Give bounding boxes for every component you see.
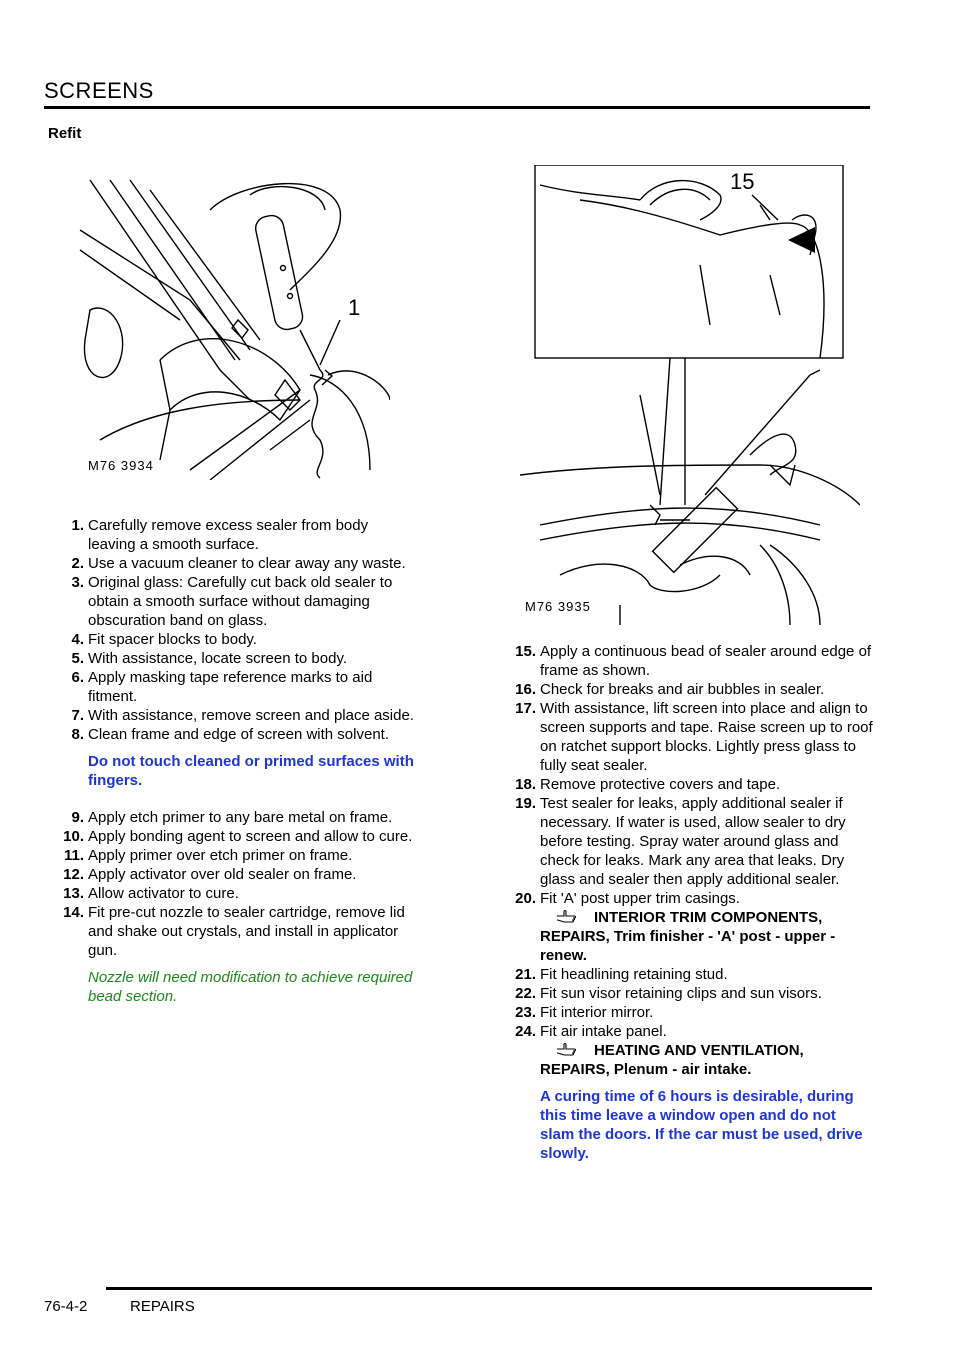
cross-reference-heating-ventilation[interactable]: HEATING AND VENTILATION, REPAIRS, Plenum - air intake.: [540, 1042, 804, 1078]
figure-sealer-bead-application: [520, 165, 860, 625]
step-3: 3. Original glass: Carefully cut back old sealer to obtain a smooth surface without damaging obscuration band on glass.: [71, 574, 393, 629]
step-7: 7. With assistance, remove screen and place aside.: [71, 707, 414, 724]
step-24: 24. Fit air intake panel.: [515, 1023, 667, 1040]
figure-label-right: M76 3935: [525, 599, 591, 614]
step-9: 9. Apply etch primer to any bare metal on frame.: [71, 809, 393, 826]
step-1: 1. Carefully remove excess sealer from body leaving a smooth surface.: [71, 517, 369, 553]
figure-windscreen-sealer-removal: [70, 160, 390, 480]
curing-caution-note: A curing time of 6 hours is desirable, during this time leave a window open and do not slam the doors. If the car must be used, drive slowly.: [540, 1088, 863, 1162]
page-title: SCREENS: [44, 78, 154, 103]
step-2: 2. Use a vacuum cleaner to clear away any waste.: [71, 555, 406, 572]
step-11: 11. Apply primer over etch primer on frame.: [63, 847, 353, 864]
cross-reference-interior-trim[interactable]: INTERIOR TRIM COMPONENTS, REPAIRS, Trim finisher - 'A' post - upper - renew.: [540, 909, 836, 964]
step-19: 19. Test sealer for leaks, apply additional sealer if necessary. If water is used, allow sealer to dry before testing. Spray water around glass and check for leaks. Mark any area that leaks. Dry glass and sealer then apply additional sealer.: [515, 795, 846, 888]
step-20: 20. Fit 'A' post upper trim casings.: [515, 890, 740, 907]
step-22: 22. Fit sun visor retaining clips and sun visors.: [515, 985, 822, 1002]
header-rule: [44, 106, 870, 109]
step-18: 18. Remove protective covers and tape.: [515, 776, 781, 793]
step-17: 17. With assistance, lift screen into place and align to screen supports and tape. Raise screen up to roof on ratchet support blocks. Lightly press glass to fully seat sealer.: [515, 700, 873, 774]
note: Nozzle will need modification to achieve required bead section.: [88, 969, 413, 1005]
footer-section: REPAIRS: [130, 1298, 195, 1315]
step-21: 21. Fit headlining retaining stud.: [515, 966, 728, 983]
step-5: 5. With assistance, locate screen to body.: [71, 650, 348, 667]
figure-label-left: M76 3934: [88, 458, 154, 473]
step-10: 10. Apply bonding agent to screen and allow to cure.: [63, 828, 413, 845]
footer-rule: [106, 1287, 872, 1290]
hand-pointer-icon: [556, 908, 578, 924]
step-12: 12. Apply activator over old sealer on frame.: [63, 866, 357, 883]
step-14: 14. Fit pre-cut nozzle to sealer cartridge, remove lid and shake out crystals, and install in applicator gun.: [63, 904, 405, 959]
figure-callout-15: 15: [730, 169, 755, 194]
section-heading: Refit: [48, 125, 82, 142]
step-23: 23. Fit interior mirror.: [515, 1004, 654, 1021]
step-4: 4. Fit spacer blocks to body.: [71, 631, 257, 648]
figure-callout-1: 1: [348, 295, 361, 320]
left-column: [46, 516, 416, 1006]
step-8: 8. Clean frame and edge of screen with solvent.: [71, 726, 390, 743]
caution-note: Do not touch cleaned or primed surfaces with fingers.: [88, 753, 414, 789]
step-16: 16. Check for breaks and air bubbles in sealer.: [515, 681, 825, 698]
page-number: 76-4-2: [44, 1298, 88, 1315]
step-13: 13. Allow activator to cure.: [63, 885, 239, 902]
right-column: [498, 642, 873, 1163]
hand-pointer-icon: [556, 1041, 578, 1057]
step-6: 6. Apply masking tape reference marks to aid fitment.: [71, 669, 373, 705]
step-15: 15. Apply a continuous bead of sealer around edge of frame as shown.: [515, 643, 872, 679]
